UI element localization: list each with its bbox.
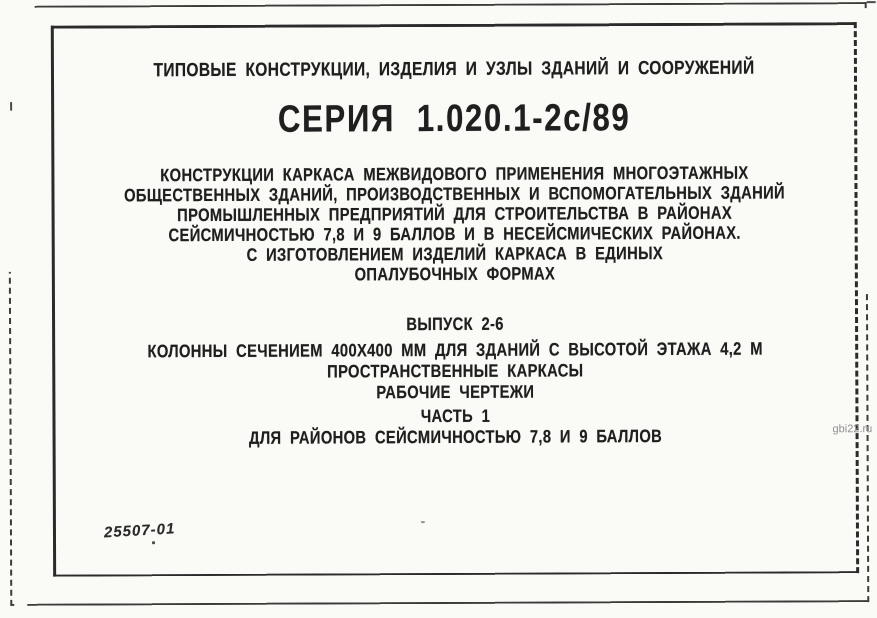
scan-border-gap	[864, 10, 875, 290]
scan-border-gap	[6, 14, 15, 272]
watermark: gbi22.ru	[832, 423, 873, 436]
issue-subtitle-line: ПРОСТРАНСТВЕННЫЕ КАРКАСЫ	[327, 360, 584, 382]
description-line: КОНСТРУКЦИИ КАРКАСА МЕЖВИДОВОГО ПРИМЕНЕНИЯ МНОГОЭТАЖНЫХ	[160, 162, 749, 186]
issue-subtitle-line: РАБОЧИЕ ЧЕРТЕЖИ	[376, 381, 535, 403]
scan-border-gap	[7, 2, 35, 14]
description-block	[124, 162, 785, 285]
document-category-header: ТИПОВЫЕ КОНСТРУКЦИИ, ИЗДЕЛИЯ И УЗЛЫ ЗДАНИЙ И СООРУЖЕНИЙ	[153, 57, 755, 82]
part-scope-line: ДЛЯ РАЙОНОВ СЕЙСМИЧНОСТЬЮ 7,8 И 9 БАЛЛОВ	[248, 426, 663, 448]
part-label: ЧАСТЬ 1	[420, 405, 491, 427]
description-line: ОБЩЕСТВЕННЫХ ЗДАНИЙ, ПРОИЗВОДСТВЕННЫХ И ВСПОМОГАТЕЛЬНЫХ ЗДАНИЙ	[124, 182, 786, 206]
description-line: ОПАЛУБОЧНЫХ ФОРМАХ	[354, 263, 556, 285]
scan-speck	[152, 541, 155, 544]
description-line: ПРОМЫШЛЕННЫХ ПРЕДПРИЯТИЙ ДЛЯ СТРОИТЕЛЬСТВА В РАЙОНАХ	[177, 202, 733, 226]
scan-speck	[421, 521, 425, 523]
description-line: СЕЙСМИЧНОСТЬЮ 7,8 И 9 БАЛЛОВ И В НЕСЕЙСМИЧЕСКИХ РАЙОНАХ.	[168, 222, 741, 246]
scan-border-gap	[14, 601, 27, 609]
document-number: 25507-01	[103, 520, 176, 542]
description-line: С ИЗГОТОВЛЕНИЕМ ИЗДЕЛИЙ КАРКАСА В ЕДИНЫХ	[246, 243, 664, 265]
issue-label: ВЫПУСК 2-6	[406, 313, 504, 335]
series-title: СЕРИЯ 1.020.1-2с/89	[277, 97, 631, 141]
issue-subtitle-line: КОЛОННЫ СЕЧЕНИЕМ 400Х400 ММ ДЛЯ ЗДАНИЙ С ВЫСОТОЙ ЭТАЖА 4,2 М	[147, 338, 763, 362]
title-page-content	[123, 22, 786, 449]
outer-border-extension	[867, 1, 876, 3]
issue-subtitle-block	[125, 338, 786, 404]
scan-speck	[10, 102, 12, 111]
